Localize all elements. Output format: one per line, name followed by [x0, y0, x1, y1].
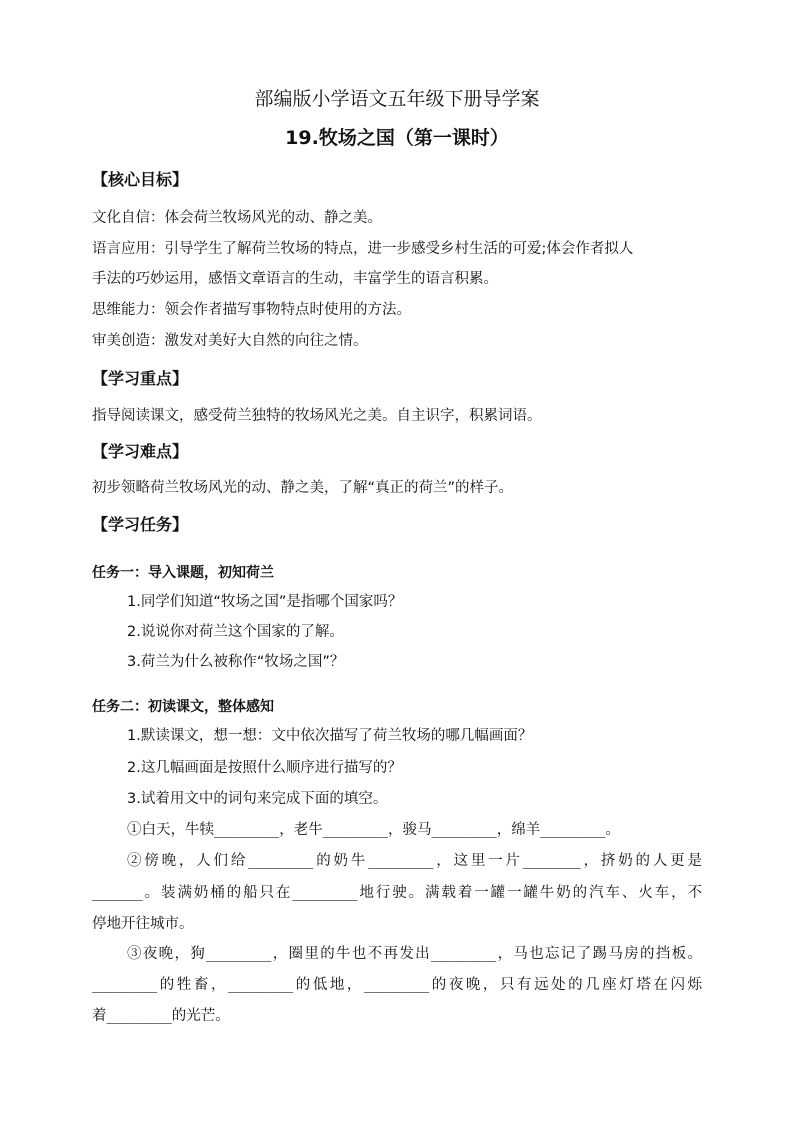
tasks-heading: 【学习任务】	[92, 515, 189, 534]
lesson-title: 19.牧场之国（第一课时）	[285, 127, 509, 149]
key-points-heading: 【学习重点】	[92, 369, 189, 388]
fill-in-line: 着_________的光芒。	[92, 1008, 230, 1024]
task1-question: 1.同学们知道“牧场之国”是指哪个国家吗？	[127, 594, 403, 610]
fill-in-line: _______。装满奶桶的船只在_________地行驶。满载着一罐一罐牛奶的汽车、火车，不	[92, 885, 702, 901]
document-title: 部编版小学语文五年级下册导学案	[254, 88, 540, 110]
difficulties-heading: 【学习难点】	[92, 442, 189, 461]
task1-question: 3.荷兰为什么被称作“牧场之国”？	[127, 654, 345, 670]
fill-in-line: ②傍晚，人们给_________的奶牛_________，这里一片________，挤奶的人更是	[127, 853, 702, 869]
core-goal-line: 思维能力：领会作者描写事物特点时使用的方法。	[92, 302, 411, 318]
core-goal-line: 手法的巧妙运用，感悟文章语言的生动，丰富学生的语言积累。	[92, 271, 498, 287]
fill-in-line: _________的牲畜，_________的低地，_________的夜晚，只有远处的几座灯塔在闪烁	[92, 977, 702, 993]
task2-question: 3.试着用文中的词句来完成下面的填空。	[127, 791, 388, 807]
task1-title: 任务一：导入课题，初知荷兰	[92, 565, 274, 581]
fill-in-line: ①白天，牛犊_________，老牛_________，骏马_________，绵羊_________。	[127, 822, 620, 838]
task2-title: 任务二：初读课文，整体感知	[92, 699, 274, 715]
task2-question: 2.这几幅画面是按照什么顺序进行描写的？	[127, 760, 402, 776]
core-goal-line: 文化自信：体会荷兰牧场风光的动、静之美。	[92, 210, 382, 226]
fill-in-line: 停地开往城市。	[92, 916, 194, 932]
core-goal-line: 审美创造：激发对美好大自然的向往之情。	[92, 333, 368, 349]
core-goals-heading: 【核心目标】	[92, 170, 189, 189]
task2-question: 1.默读课文，想一想：文中依次描写了荷兰牧场的哪几幅画面？	[127, 728, 533, 744]
key-points-text: 指导阅读课文，感受荷兰独特的牧场风光之美。自主识字，积累词语。	[92, 408, 542, 424]
task1-question: 2.说说你对荷兰这个国家的了解。	[127, 624, 344, 640]
fill-in-line: ③夜晚，狗_________，圈里的牛也不再发出_________，马也忘记了踢马房的挡板。	[127, 946, 702, 962]
core-goal-line: 语言应用：引导学生了解荷兰牧场的特点，进一步感受乡村生活的可爱;体会作者拟人	[92, 241, 634, 257]
difficulties-text: 初步领略荷兰牧场风光的动、静之美，了解“真正的荷兰”的样子。	[92, 480, 514, 496]
